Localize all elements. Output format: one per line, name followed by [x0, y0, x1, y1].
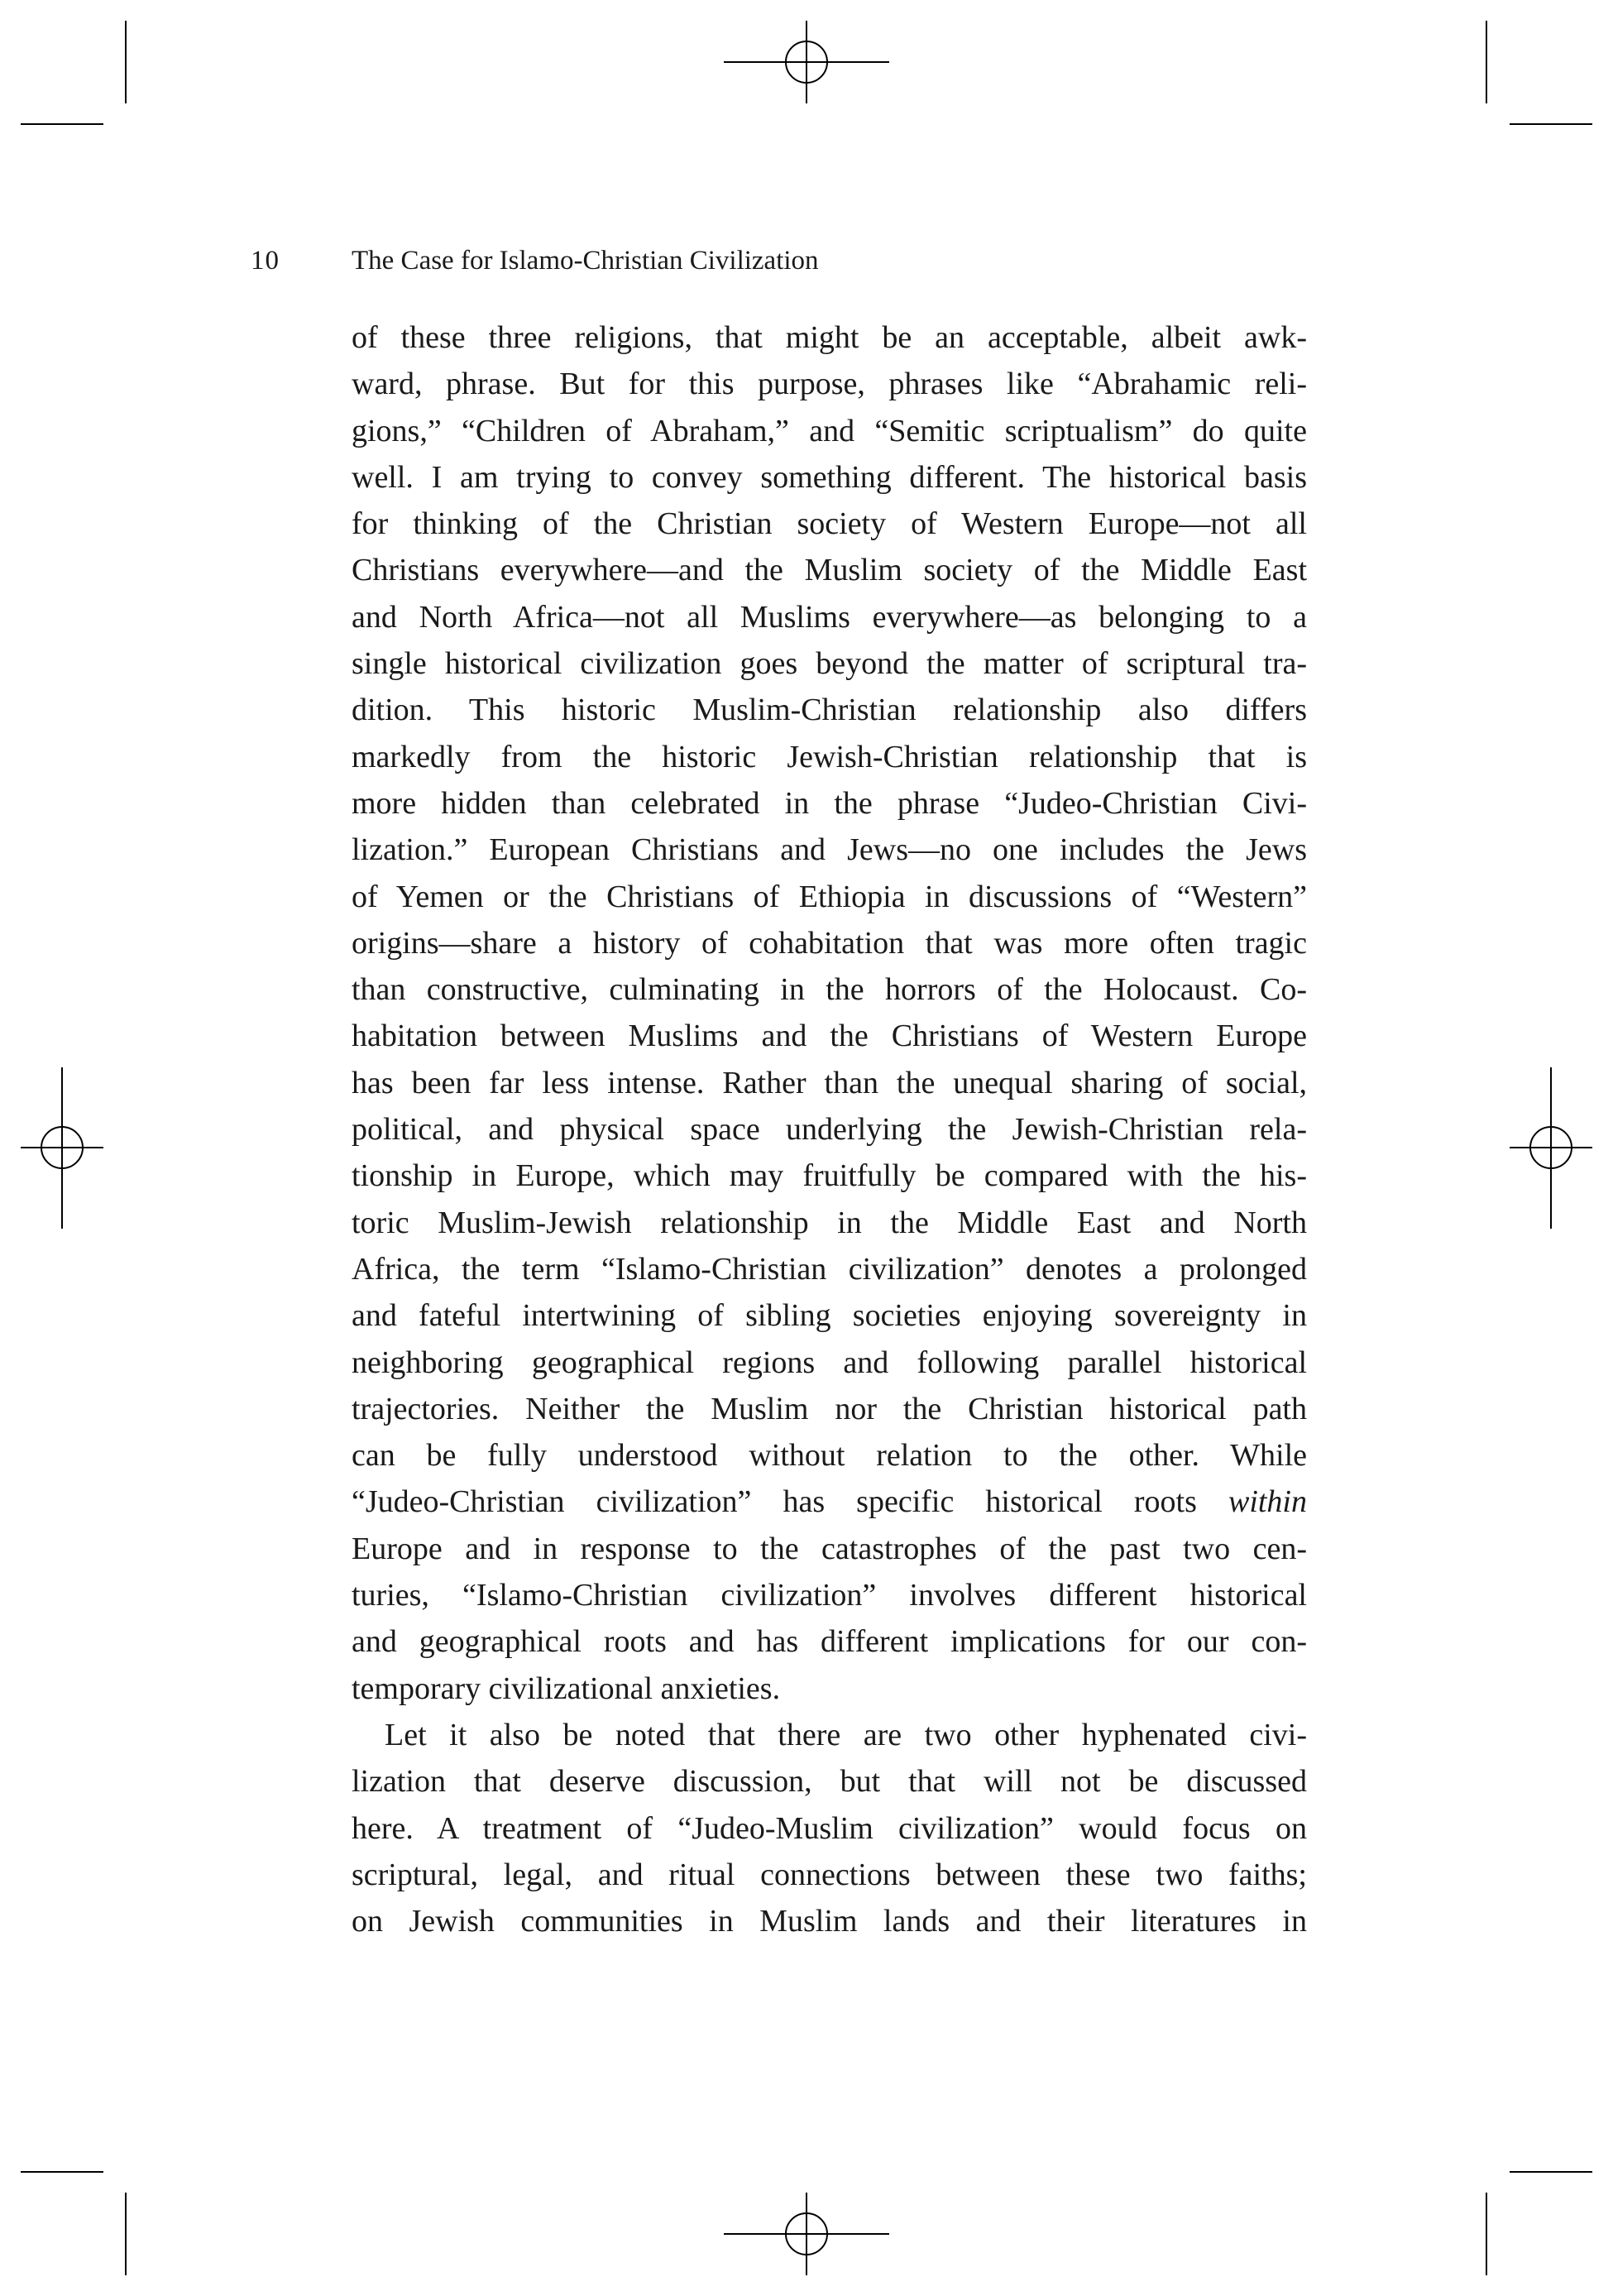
text-line: has been far less intense. Rather than the unequal sharing of social,	[352, 1065, 1307, 1100]
text-line: on Jewish communities in Muslim lands and their literatures in	[352, 1904, 1307, 1939]
text-line: Africa, the term “Islamo-Christian civilization” denotes a prolonged	[352, 1251, 1307, 1287]
text-line: toric Muslim-Jewish relationship in the Middle East and North	[352, 1205, 1307, 1240]
paragraph	[352, 1712, 1307, 1944]
text-line: can be fully understood without relation to the other. While	[352, 1438, 1307, 1474]
text-line: well. I am trying to convey something different. The historical basis	[352, 459, 1307, 495]
text-line: political, and physical space underlying the Jewish-Christian rela-	[352, 1112, 1307, 1148]
registration-mark-bottom	[724, 2193, 889, 2275]
text-line: of these three religions, that might be an acceptable, albeit awk-	[352, 320, 1307, 355]
text-line: Europe and in response to the catastrophes of the past two cen-	[352, 1531, 1307, 1566]
text-line: markedly from the historic Jewish-Christian relationship that is	[352, 739, 1307, 774]
text-line: gions,” “Children of Abraham,” and “Semitic scriptualism” do quite	[352, 413, 1307, 448]
text-line: tionship in Europe, which may fruitfully be compared with the his-	[352, 1158, 1307, 1194]
text-line: Let it also be noted that there are two other hyphenated civi-	[385, 1717, 1307, 1752]
body-text	[352, 314, 1307, 1944]
text-line-with-italic	[352, 1479, 1307, 1525]
registration-mark-right	[1510, 1067, 1592, 1229]
text-line: here. A treatment of “Judeo-Muslim civilization” would focus on	[352, 1810, 1307, 1846]
text-line: ward, phrase. But for this purpose, phrases like “Abrahamic reli-	[352, 367, 1307, 402]
text-line: more hidden than celebrated in the phrase “Judeo-Christian Civi-	[352, 785, 1307, 821]
text-line: dition. This historic Muslim-Christian relationship also differs	[352, 693, 1307, 728]
text-line: single historical civilization goes beyond the matter of scriptural tra-	[352, 646, 1307, 682]
text-line: habitation between Muslims and the Christians of Western Europe	[352, 1019, 1307, 1054]
text-run: “Judeo-Christian civilization” has specific historical roots	[352, 1484, 1228, 1520]
text-line: turies, “Islamo-Christian civilization” involves different historical	[352, 1578, 1307, 1613]
text-line: lization that deserve discussion, but that will not be discussed	[352, 1764, 1307, 1800]
page-number: 10	[251, 246, 280, 276]
text-line: scriptural, legal, and ritual connections between these two faiths;	[352, 1857, 1307, 1892]
running-title: The Case for Islamo-Christian Civilization	[352, 246, 819, 276]
italic-word: within	[1228, 1484, 1307, 1520]
text-line: and North Africa—not all Muslims everywhere—as belonging to a	[352, 599, 1307, 635]
registration-mark-top	[724, 21, 889, 103]
text-line: for thinking of the Christian society of Western Europe—not all	[352, 506, 1307, 542]
text-line: Christians everywhere—and the Muslim society of the Middle East	[352, 553, 1307, 588]
registration-mark-left	[21, 1067, 103, 1229]
text-line: of Yemen or the Christians of Ethiopia in discussions of “Western”	[352, 879, 1307, 914]
text-line: than constructive, culminating in the horrors of the Holocaust. Co-	[352, 972, 1307, 1008]
paragraph	[352, 314, 1307, 1712]
text-line: temporary civilizational anxieties.	[352, 1670, 781, 1706]
text-line: neighboring geographical regions and following parallel historical	[352, 1345, 1307, 1380]
text-line: and fateful intertwining of sibling societies enjoying sovereignty in	[352, 1298, 1307, 1334]
text-line: trajectories. Neither the Muslim nor the Christian historical path	[352, 1391, 1307, 1426]
text-line: lization.” European Christians and Jews—no one includes the Jews	[352, 832, 1307, 868]
text-line: origins—share a history of cohabitation that was more often tragic	[352, 925, 1307, 961]
text-line: and geographical roots and has different implications for our con-	[352, 1624, 1307, 1660]
